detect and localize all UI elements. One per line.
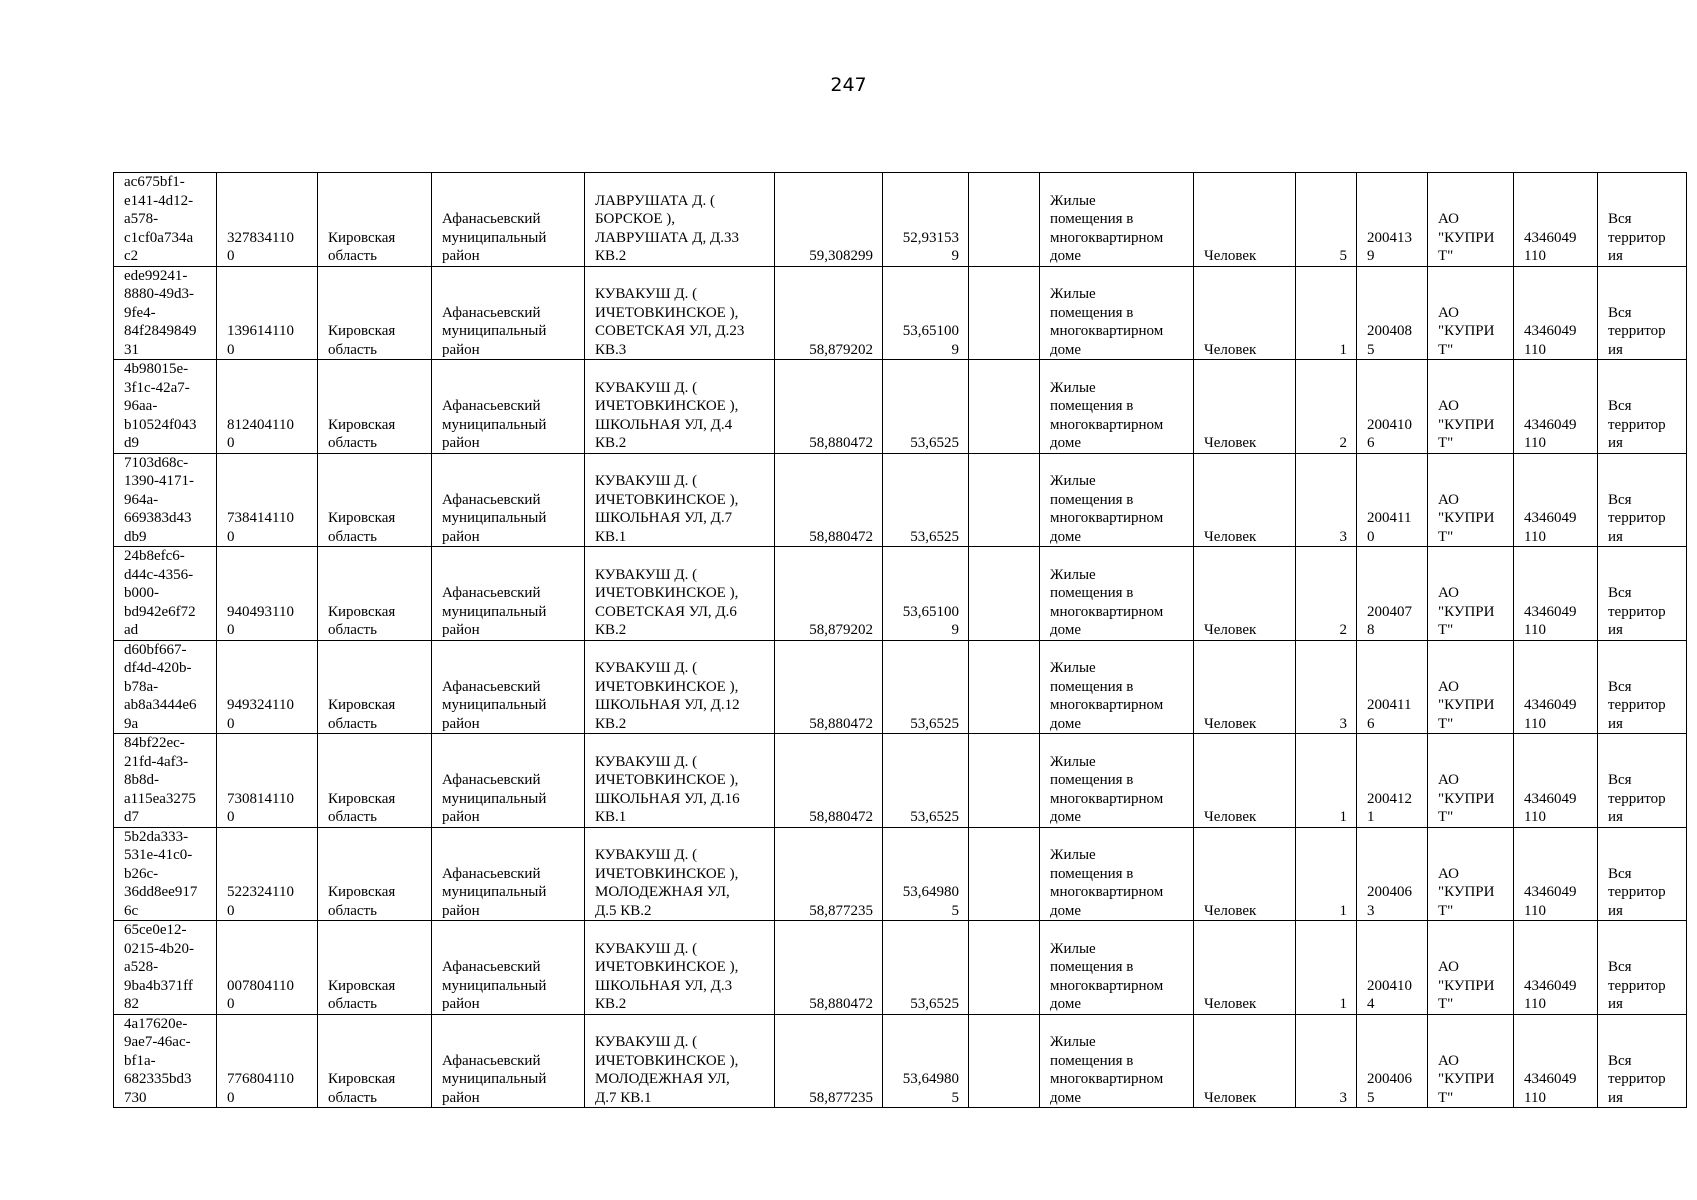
cell-district: Афанасьевский муниципальный район xyxy=(432,360,585,454)
cell-empty xyxy=(969,360,1040,454)
cell-region: Кировская область xyxy=(318,547,432,641)
cell-code: 139614110 0 xyxy=(217,266,318,360)
cell-code: 812404110 0 xyxy=(217,360,318,454)
cell-category: Жилые помещения в многоквартирном доме xyxy=(1040,360,1194,454)
cell-number: 200412 1 xyxy=(1357,734,1428,828)
cell-category: Жилые помещения в многоквартирном доме xyxy=(1040,734,1194,828)
cell-empty xyxy=(969,173,1040,267)
cell-empty xyxy=(969,640,1040,734)
cell-territory: Вся территор ия xyxy=(1598,640,1687,734)
cell-district: Афанасьевский муниципальный район xyxy=(432,266,585,360)
cell-longitude: 53,65100 9 xyxy=(883,547,969,641)
cell-region: Кировская область xyxy=(318,173,432,267)
cell-inn: 4346049 110 xyxy=(1514,266,1598,360)
cell-address: КУВАКУШ Д. ( ИЧЕТОВКИНСКОЕ ), ШКОЛЬНАЯ УЛ, Д.16 КВ.1 xyxy=(585,734,775,828)
cell-longitude: 53,6525 xyxy=(883,734,969,828)
cell-latitude: 58,877235 xyxy=(775,1014,883,1108)
cell-quantity: 3 xyxy=(1296,1014,1357,1108)
cell-object-id: 84bf22ec- 21fd-4af3- 8b8d- a115ea3275 d7 xyxy=(114,734,217,828)
cell-object-id: ede99241- 8880-49d3- 9fe4- 84f2849849 31 xyxy=(114,266,217,360)
cell-latitude: 58,880472 xyxy=(775,640,883,734)
cell-inn: 4346049 110 xyxy=(1514,827,1598,921)
table-row xyxy=(114,921,1687,1015)
cell-inn: 4346049 110 xyxy=(1514,1014,1598,1108)
cell-district: Афанасьевский муниципальный район xyxy=(432,1014,585,1108)
cell-region: Кировская область xyxy=(318,921,432,1015)
cell-category: Жилые помещения в многоквартирном доме xyxy=(1040,921,1194,1015)
cell-organization: АО "КУПРИ Т" xyxy=(1428,640,1514,734)
cell-category: Жилые помещения в многоквартирном доме xyxy=(1040,1014,1194,1108)
cell-inn: 4346049 110 xyxy=(1514,360,1598,454)
cell-code: 949324110 0 xyxy=(217,640,318,734)
cell-district: Афанасьевский муниципальный район xyxy=(432,827,585,921)
cell-unit: Человек xyxy=(1194,360,1296,454)
cell-unit: Человек xyxy=(1194,547,1296,641)
cell-longitude: 53,6525 xyxy=(883,921,969,1015)
cell-unit: Человек xyxy=(1194,734,1296,828)
cell-quantity: 1 xyxy=(1296,266,1357,360)
cell-address: КУВАКУШ Д. ( ИЧЕТОВКИНСКОЕ ), МОЛОДЕЖНАЯ УЛ, Д.5 КВ.2 xyxy=(585,827,775,921)
cell-address: КУВАКУШ Д. ( ИЧЕТОВКИНСКОЕ ), МОЛОДЕЖНАЯ УЛ, Д.7 КВ.1 xyxy=(585,1014,775,1108)
cell-address: КУВАКУШ Д. ( ИЧЕТОВКИНСКОЕ ), ШКОЛЬНАЯ УЛ, Д.4 КВ.2 xyxy=(585,360,775,454)
cell-organization: АО "КУПРИ Т" xyxy=(1428,453,1514,547)
cell-inn: 4346049 110 xyxy=(1514,547,1598,641)
cell-number: 200406 3 xyxy=(1357,827,1428,921)
cell-territory: Вся территор ия xyxy=(1598,173,1687,267)
cell-number: 200410 6 xyxy=(1357,360,1428,454)
cell-latitude: 58,879202 xyxy=(775,266,883,360)
cell-latitude: 58,880472 xyxy=(775,453,883,547)
cell-longitude: 53,64980 5 xyxy=(883,827,969,921)
cell-empty xyxy=(969,827,1040,921)
cell-latitude: 58,879202 xyxy=(775,547,883,641)
cell-region: Кировская область xyxy=(318,360,432,454)
cell-district: Афанасьевский муниципальный район xyxy=(432,173,585,267)
cell-district: Афанасьевский муниципальный район xyxy=(432,921,585,1015)
cell-inn: 4346049 110 xyxy=(1514,921,1598,1015)
cell-code: 738414110 0 xyxy=(217,453,318,547)
cell-number: 200411 6 xyxy=(1357,640,1428,734)
cell-category: Жилые помещения в многоквартирном доме xyxy=(1040,173,1194,267)
cell-quantity: 5 xyxy=(1296,173,1357,267)
cell-longitude: 53,65100 9 xyxy=(883,266,969,360)
cell-address: ЛАВРУШАТА Д. ( БОРСКОЕ ), ЛАВРУШАТА Д, Д.33 КВ.2 xyxy=(585,173,775,267)
cell-address: КУВАКУШ Д. ( ИЧЕТОВКИНСКОЕ ), ШКОЛЬНАЯ УЛ, Д.3 КВ.2 xyxy=(585,921,775,1015)
cell-object-id: 65ce0e12- 0215-4b20- a528- 9ba4b371ff 82 xyxy=(114,921,217,1015)
cell-category: Жилые помещения в многоквартирном доме xyxy=(1040,547,1194,641)
cell-object-id: 7103d68c- 1390-4171- 964a- 669383d43 db9 xyxy=(114,453,217,547)
cell-empty xyxy=(969,734,1040,828)
cell-territory: Вся территор ия xyxy=(1598,734,1687,828)
cell-number: 200410 4 xyxy=(1357,921,1428,1015)
cell-quantity: 1 xyxy=(1296,827,1357,921)
cell-address: КУВАКУШ Д. ( ИЧЕТОВКИНСКОЕ ), СОВЕТСКАЯ УЛ, Д.6 КВ.2 xyxy=(585,547,775,641)
cell-empty xyxy=(969,266,1040,360)
cell-code: 776804110 0 xyxy=(217,1014,318,1108)
cell-address: КУВАКУШ Д. ( ИЧЕТОВКИНСКОЕ ), ШКОЛЬНАЯ УЛ, Д.12 КВ.2 xyxy=(585,640,775,734)
cell-territory: Вся территор ия xyxy=(1598,453,1687,547)
cell-organization: АО "КУПРИ Т" xyxy=(1428,734,1514,828)
cell-territory: Вся территор ия xyxy=(1598,921,1687,1015)
cell-longitude: 53,6525 xyxy=(883,640,969,734)
table-row xyxy=(114,453,1687,547)
cell-latitude: 58,880472 xyxy=(775,921,883,1015)
cell-latitude: 58,880472 xyxy=(775,734,883,828)
table-row xyxy=(114,827,1687,921)
cell-quantity: 1 xyxy=(1296,921,1357,1015)
cell-organization: АО "КУПРИ Т" xyxy=(1428,547,1514,641)
cell-longitude: 53,6525 xyxy=(883,360,969,454)
cell-unit: Человек xyxy=(1194,173,1296,267)
cell-category: Жилые помещения в многоквартирном доме xyxy=(1040,266,1194,360)
cell-organization: АО "КУПРИ Т" xyxy=(1428,360,1514,454)
cell-quantity: 2 xyxy=(1296,360,1357,454)
table-row xyxy=(114,173,1687,267)
cell-empty xyxy=(969,1014,1040,1108)
cell-organization: АО "КУПРИ Т" xyxy=(1428,921,1514,1015)
cell-object-id: 5b2da333- 531e-41c0- b26c- 36dd8ee917 6c xyxy=(114,827,217,921)
table-body xyxy=(114,173,1687,1108)
cell-latitude: 58,880472 xyxy=(775,360,883,454)
cell-inn: 4346049 110 xyxy=(1514,640,1598,734)
cell-unit: Человек xyxy=(1194,921,1296,1015)
cell-number: 200406 5 xyxy=(1357,1014,1428,1108)
cell-quantity: 1 xyxy=(1296,734,1357,828)
cell-category: Жилые помещения в многоквартирном доме xyxy=(1040,827,1194,921)
cell-district: Афанасьевский муниципальный район xyxy=(432,640,585,734)
register-table xyxy=(113,172,1687,1108)
cell-object-id: 4b98015e- 3f1c-42a7- 96aa- b10524f043 d9 xyxy=(114,360,217,454)
cell-longitude: 53,64980 5 xyxy=(883,1014,969,1108)
cell-object-id: 24b8efc6- d44c-4356- b000- bd942e6f72 ad xyxy=(114,547,217,641)
cell-quantity: 2 xyxy=(1296,547,1357,641)
cell-empty xyxy=(969,547,1040,641)
cell-territory: Вся территор ия xyxy=(1598,827,1687,921)
cell-region: Кировская область xyxy=(318,640,432,734)
cell-district: Афанасьевский муниципальный район xyxy=(432,734,585,828)
cell-unit: Человек xyxy=(1194,266,1296,360)
cell-inn: 4346049 110 xyxy=(1514,734,1598,828)
cell-code: 007804110 0 xyxy=(217,921,318,1015)
cell-organization: АО "КУПРИ Т" xyxy=(1428,266,1514,360)
cell-number: 200407 8 xyxy=(1357,547,1428,641)
cell-number: 200408 5 xyxy=(1357,266,1428,360)
table-row xyxy=(114,640,1687,734)
cell-territory: Вся территор ия xyxy=(1598,547,1687,641)
cell-address: КУВАКУШ Д. ( ИЧЕТОВКИНСКОЕ ), СОВЕТСКАЯ УЛ, Д.23 КВ.3 xyxy=(585,266,775,360)
cell-region: Кировская область xyxy=(318,453,432,547)
cell-region: Кировская область xyxy=(318,1014,432,1108)
cell-object-id: d60bf667- df4d-420b- b78a- ab8a3444e6 9a xyxy=(114,640,217,734)
table-row xyxy=(114,734,1687,828)
cell-empty xyxy=(969,921,1040,1015)
cell-inn: 4346049 110 xyxy=(1514,173,1598,267)
cell-unit: Человек xyxy=(1194,453,1296,547)
cell-district: Афанасьевский муниципальный район xyxy=(432,547,585,641)
cell-longitude: 53,6525 xyxy=(883,453,969,547)
cell-region: Кировская область xyxy=(318,266,432,360)
table-row xyxy=(114,360,1687,454)
cell-category: Жилые помещения в многоквартирном доме xyxy=(1040,453,1194,547)
cell-code: 730814110 0 xyxy=(217,734,318,828)
cell-latitude: 58,877235 xyxy=(775,827,883,921)
cell-organization: АО "КУПРИ Т" xyxy=(1428,1014,1514,1108)
cell-code: 522324110 0 xyxy=(217,827,318,921)
cell-inn: 4346049 110 xyxy=(1514,453,1598,547)
cell-number: 200413 9 xyxy=(1357,173,1428,267)
cell-region: Кировская область xyxy=(318,827,432,921)
page-number: 247 xyxy=(830,74,867,96)
table-row xyxy=(114,266,1687,360)
cell-quantity: 3 xyxy=(1296,453,1357,547)
cell-address: КУВАКУШ Д. ( ИЧЕТОВКИНСКОЕ ), ШКОЛЬНАЯ УЛ, Д.7 КВ.1 xyxy=(585,453,775,547)
cell-district: Афанасьевский муниципальный район xyxy=(432,453,585,547)
cell-organization: АО "КУПРИ Т" xyxy=(1428,173,1514,267)
cell-unit: Человек xyxy=(1194,640,1296,734)
cell-unit: Человек xyxy=(1194,1014,1296,1108)
cell-organization: АО "КУПРИ Т" xyxy=(1428,827,1514,921)
cell-longitude: 52,93153 9 xyxy=(883,173,969,267)
cell-quantity: 3 xyxy=(1296,640,1357,734)
cell-region: Кировская область xyxy=(318,734,432,828)
cell-empty xyxy=(969,453,1040,547)
cell-code: 327834110 0 xyxy=(217,173,318,267)
table-row xyxy=(114,1014,1687,1108)
cell-number: 200411 0 xyxy=(1357,453,1428,547)
table-row xyxy=(114,547,1687,641)
cell-territory: Вся территор ия xyxy=(1598,266,1687,360)
cell-code: 940493110 0 xyxy=(217,547,318,641)
cell-territory: Вся территор ия xyxy=(1598,360,1687,454)
cell-latitude: 59,308299 xyxy=(775,173,883,267)
cell-category: Жилые помещения в многоквартирном доме xyxy=(1040,640,1194,734)
cell-territory: Вся территор ия xyxy=(1598,1014,1687,1108)
cell-unit: Человек xyxy=(1194,827,1296,921)
cell-object-id: ac675bf1- e141-4d12- a578- c1cf0a734a c2 xyxy=(114,173,217,267)
cell-object-id: 4a17620e- 9ae7-46ac- bf1a- 682335bd3 730 xyxy=(114,1014,217,1108)
